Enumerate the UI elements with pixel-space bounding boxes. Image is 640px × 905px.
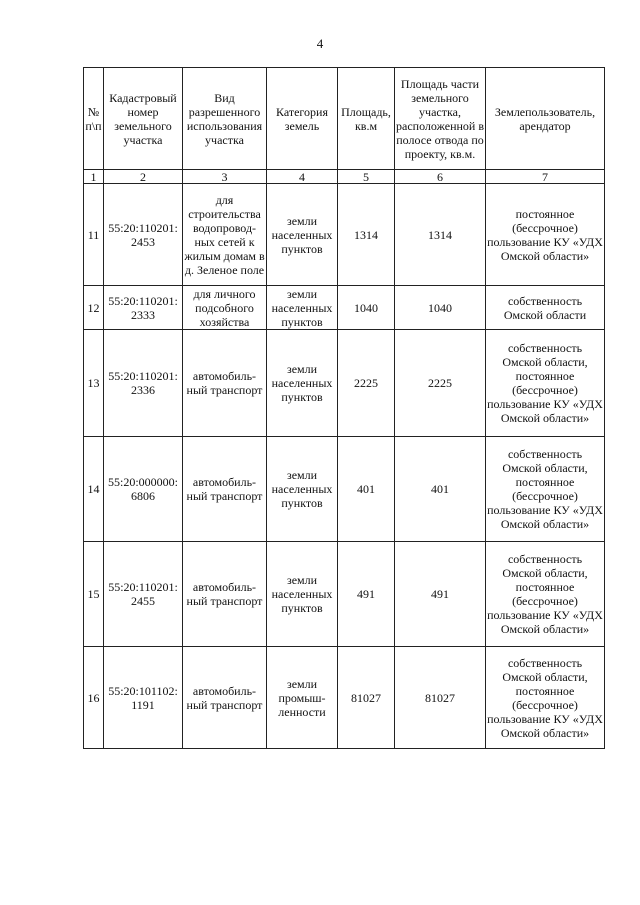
column-number: 1 (84, 170, 104, 184)
table-row (84, 437, 605, 542)
row-number: 12 (84, 286, 104, 330)
row-number: 13 (84, 330, 104, 437)
page-number: 4 (316, 36, 324, 51)
column-number: 7 (486, 170, 605, 184)
header-cadastral-number: Кадастровый номер земельного участка (104, 68, 183, 170)
row-number: 15 (84, 542, 104, 647)
area: 491 (338, 542, 395, 647)
land-user: постоянное (бессрочное) пользование КУ «УДХ Омской области» (486, 184, 605, 286)
land-user: собственность Омской области, постоянное (бессрочное) пользование КУ «УДХ Омской области» (486, 647, 605, 749)
cadastral-number: 55:20:110201: 2455 (104, 542, 183, 647)
area-in-strip: 401 (395, 437, 486, 542)
permitted-use: для личного подсобного хозяйства (183, 286, 267, 330)
table-row (84, 330, 605, 437)
permitted-use: автомобиль-ный транспорт (183, 437, 267, 542)
table-header-row (84, 68, 605, 170)
header-number: № п\п (84, 68, 104, 170)
cadastral-number: 55:20:101102: 1191 (104, 647, 183, 749)
area: 1040 (338, 286, 395, 330)
header-area-in-strip: Площадь части земельного участка, расположенной в полосе отвода по проекту, кв.м. (395, 68, 486, 170)
area: 2225 (338, 330, 395, 437)
permitted-use: для строительства водопровод-ных сетей к жилым домам в д. Зеленое поле (183, 184, 267, 286)
area-in-strip: 1040 (395, 286, 486, 330)
cadastral-number: 55:20:110201: 2333 (104, 286, 183, 330)
table-row (84, 184, 605, 286)
column-number: 5 (338, 170, 395, 184)
table-row (84, 647, 605, 749)
land-user: собственность Омской области (486, 286, 605, 330)
area: 1314 (338, 184, 395, 286)
header-area: Площадь, кв.м (338, 68, 395, 170)
row-number: 14 (84, 437, 104, 542)
table-row (84, 286, 605, 330)
row-number: 11 (84, 184, 104, 286)
land-user: собственность Омской области, постоянное (бессрочное) пользование КУ «УДХ Омской области» (486, 542, 605, 647)
header-land-user: Землепользователь, арендатор (486, 68, 605, 170)
land-category: земли населенных пунктов (267, 542, 338, 647)
land-user: собственность Омской области, постоянное (бессрочное) пользование КУ «УДХ Омской области» (486, 330, 605, 437)
area-in-strip: 81027 (395, 647, 486, 749)
area-in-strip: 491 (395, 542, 486, 647)
area-in-strip: 2225 (395, 330, 486, 437)
header-permitted-use: Вид разрешенного использования участка (183, 68, 267, 170)
land-category: земли населенных пунктов (267, 184, 338, 286)
permitted-use: автомобиль-ный транспорт (183, 330, 267, 437)
land-category: земли населенных пунктов (267, 286, 338, 330)
cadastral-number: 55:20:110201: 2336 (104, 330, 183, 437)
column-number: 2 (104, 170, 183, 184)
land-category: земли промыш-ленности (267, 647, 338, 749)
permitted-use: автомобиль-ный транспорт (183, 542, 267, 647)
permitted-use: автомобиль-ный транспорт (183, 647, 267, 749)
column-number: 3 (183, 170, 267, 184)
cadastral-number: 55:20:110201: 2453 (104, 184, 183, 286)
column-number: 6 (395, 170, 486, 184)
header-land-category: Категория земель (267, 68, 338, 170)
cadastral-number: 55:20:000000: 6806 (104, 437, 183, 542)
area: 81027 (338, 647, 395, 749)
area-in-strip: 1314 (395, 184, 486, 286)
area: 401 (338, 437, 395, 542)
table-row (84, 542, 605, 647)
land-category: земли населенных пунктов (267, 437, 338, 542)
row-number: 16 (84, 647, 104, 749)
column-number-row (84, 170, 605, 184)
land-user: собственность Омской области, постоянное (бессрочное) пользование КУ «УДХ Омской области» (486, 437, 605, 542)
land-plots-table (83, 67, 605, 749)
land-category: земли населенных пунктов (267, 330, 338, 437)
column-number: 4 (267, 170, 338, 184)
